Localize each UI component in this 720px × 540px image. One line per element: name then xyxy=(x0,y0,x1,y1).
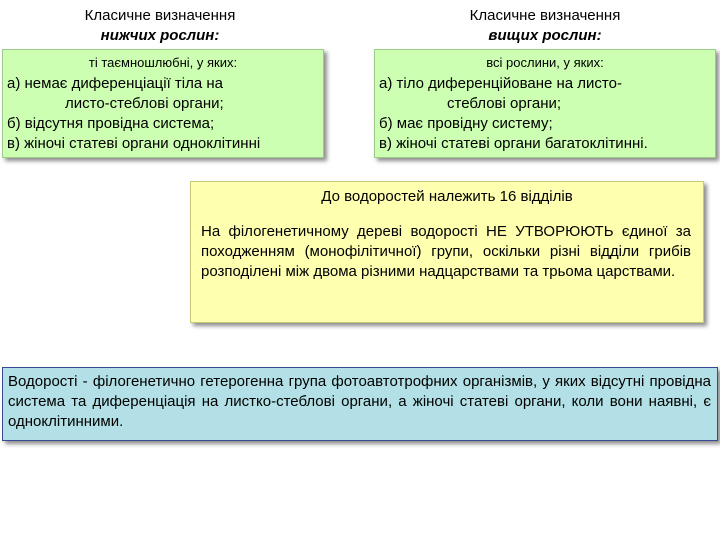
higher-plants-heading xyxy=(380,6,710,46)
higher-plants-heading-line1: Класичне визначення xyxy=(469,7,621,24)
higher-plants-heading-line2: вищих рослин: xyxy=(488,27,602,44)
lower-plants-list xyxy=(3,74,323,154)
higher-plants-item-b: б) має провідну систему; xyxy=(379,115,553,132)
higher-plants-item-c: в) жіночі статеві органи багатоклітинні. xyxy=(379,135,648,152)
algae-definition-box xyxy=(2,367,718,441)
lower-plants-subtitle: ті таємношлюбні, у яких: xyxy=(88,55,238,70)
higher-plants-subtitle: всі рослини, у яких: xyxy=(486,55,604,70)
higher-plants-item-a: а) тіло диференційоване на листо- xyxy=(379,75,622,92)
lower-plants-heading-line1: Класичне визначення xyxy=(84,7,236,24)
lower-plants-heading-line2: нижчих рослин: xyxy=(100,27,220,44)
algae-divisions-title: До водоростей належить 16 відділів xyxy=(321,188,573,205)
higher-plants-list xyxy=(375,74,715,154)
higher-plants-item-a-cont: стеблові органи; xyxy=(447,95,562,112)
algae-phylogeny-text: На філогенетичному дереві водорості НЕ УТВОРЮЮТЬ єдиної за походженням (монофілітичної) групи, оскільки різні відділи грибів розподілені між двома різними надцарствами та трьома царствами. xyxy=(201,223,691,280)
higher-plants-box xyxy=(374,49,716,158)
algae-divisions-box xyxy=(190,181,704,323)
lower-plants-heading xyxy=(10,6,310,46)
lower-plants-item-a-cont: листо-стеблові органи; xyxy=(65,95,224,112)
lower-plants-item-a: а) немає диференціації тіла на xyxy=(7,75,224,92)
lower-plants-item-c: в) жіночі статеві органи одноклітинні xyxy=(7,135,261,152)
lower-plants-box xyxy=(2,49,324,158)
lower-plants-item-b: б) відсутня провідна система; xyxy=(7,115,215,132)
algae-definition-text: Водорості - філогенетично гетерогенна група фотоавтотрофних організмів, у яких відсутні провідна система та диференціація на листко-стеблові органи, а жіночі статеві органи, коли вони наявні, є одноклітинними. xyxy=(8,373,711,430)
